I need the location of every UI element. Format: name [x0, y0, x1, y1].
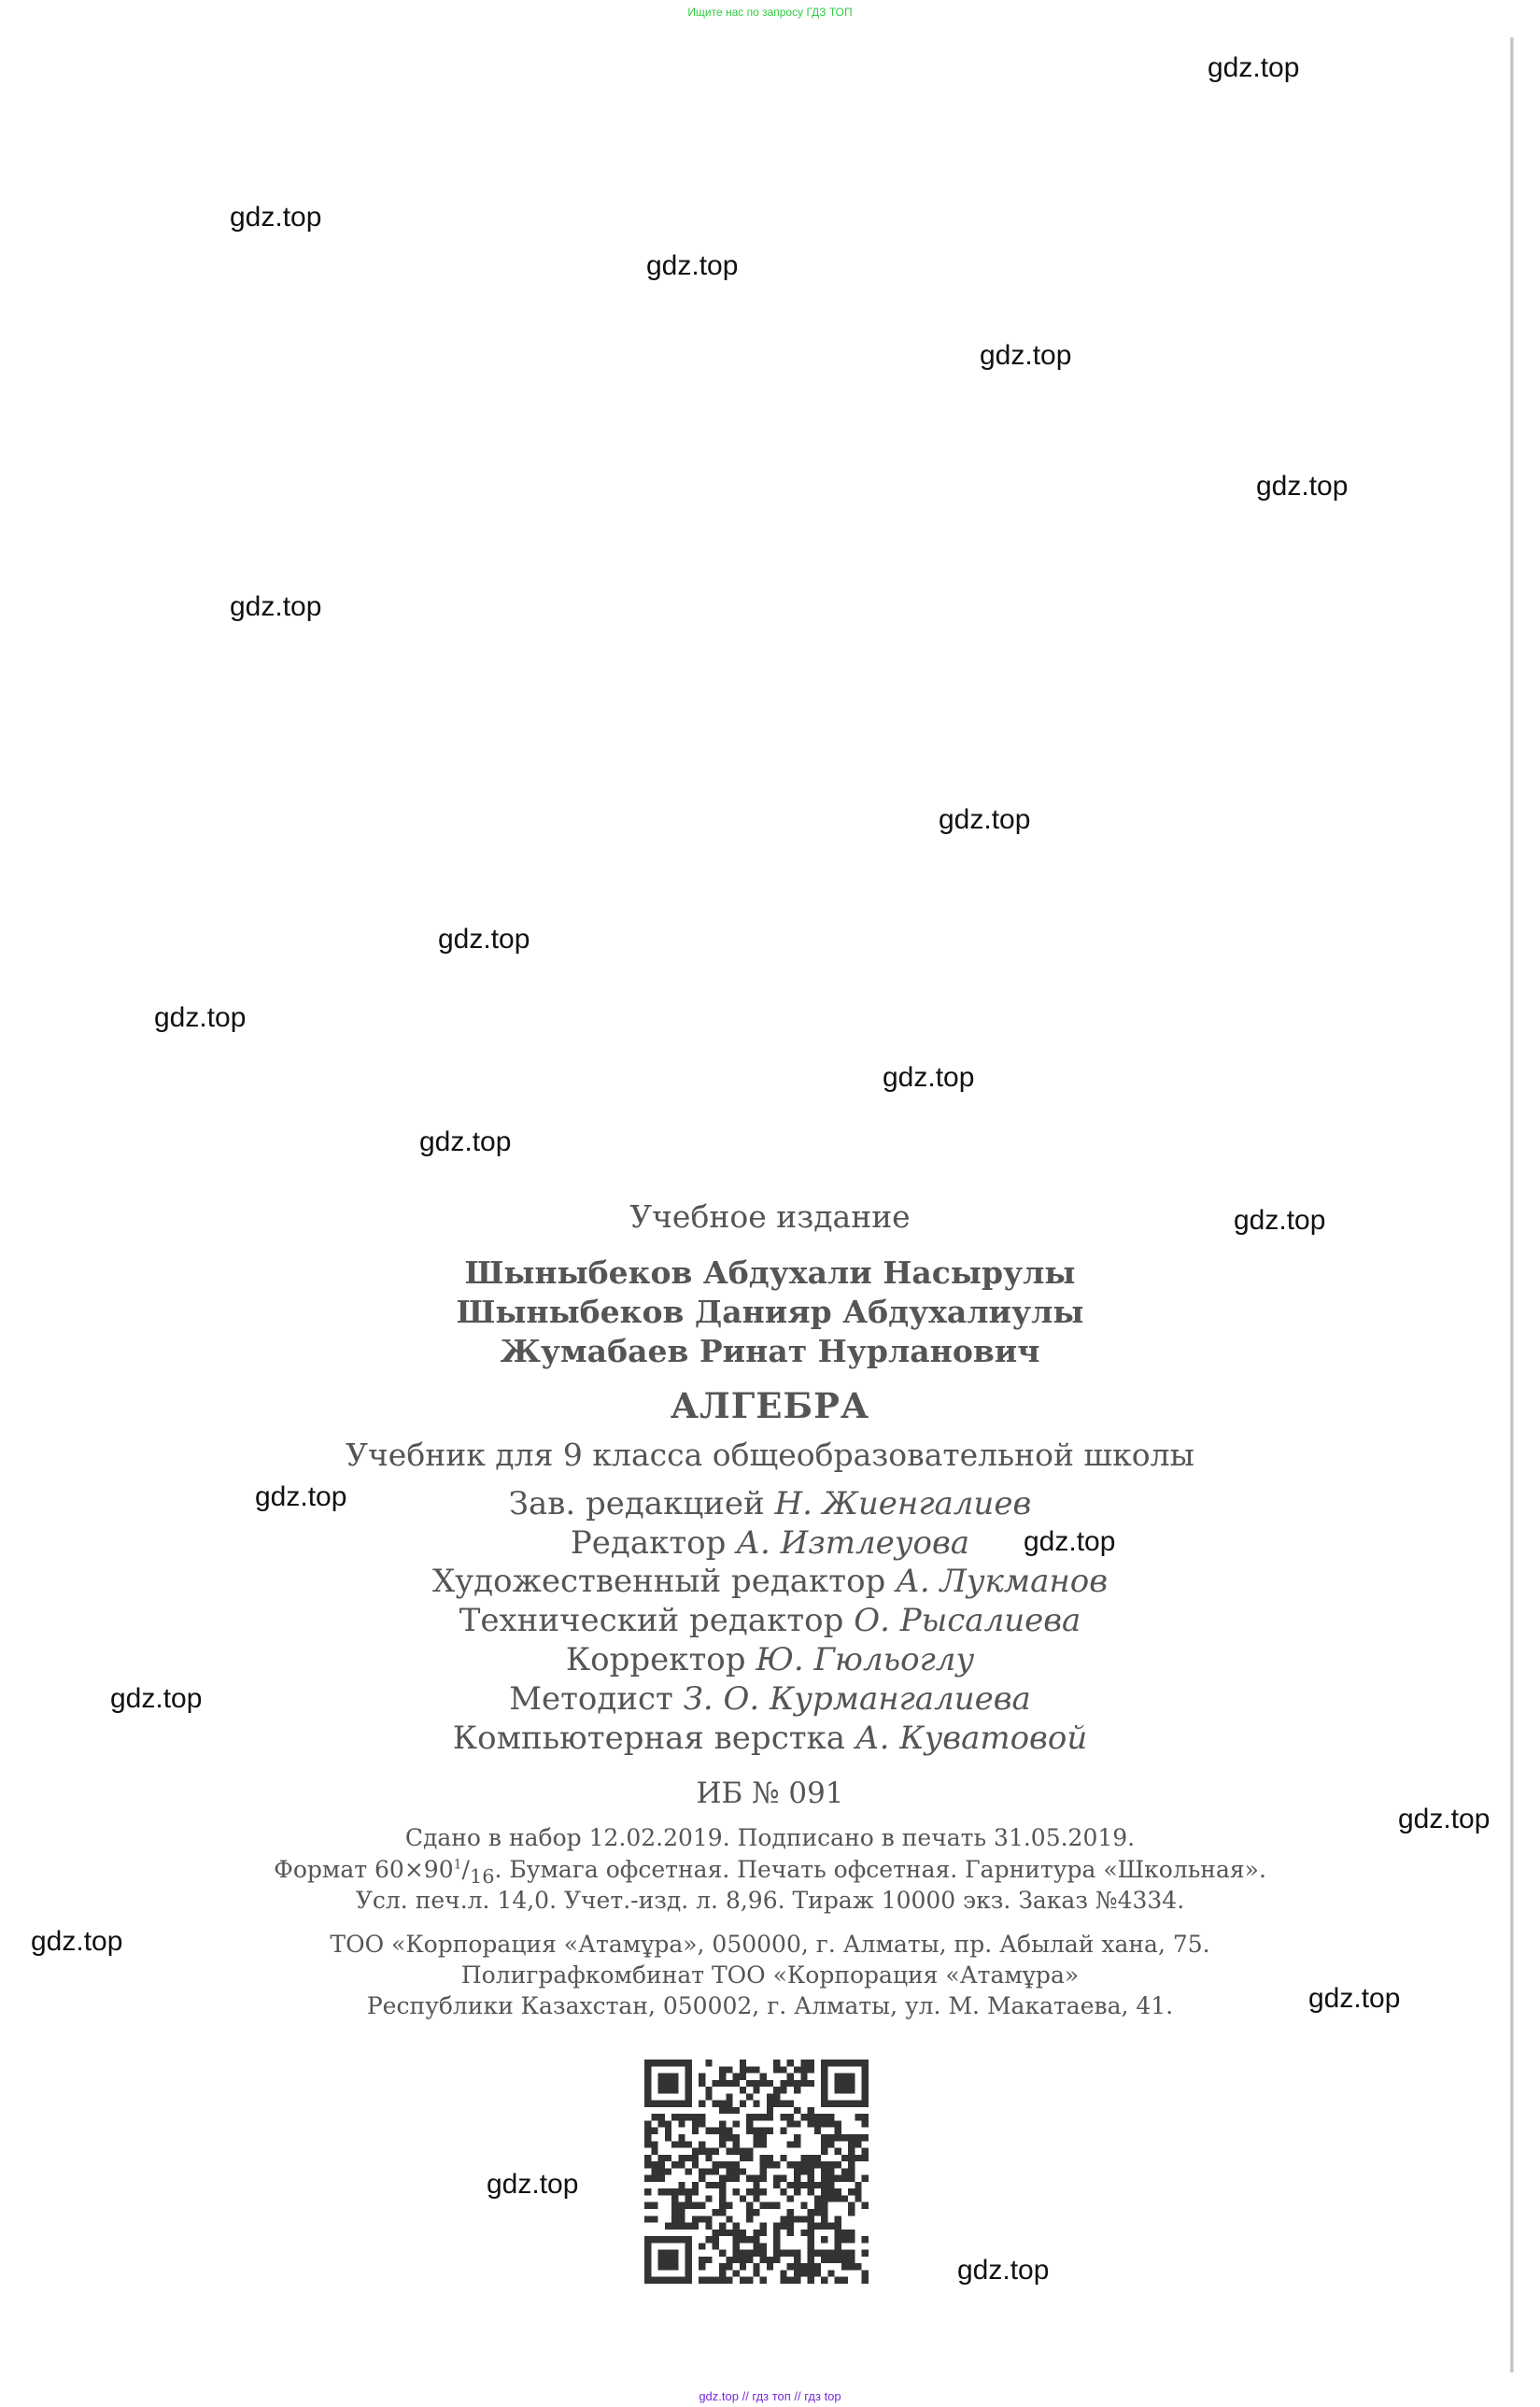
- book-title: АЛГЕБРА: [670, 1385, 870, 1426]
- format-slash: /: [461, 1856, 470, 1883]
- header-note: Ищите нас по запросу ГДЗ ТОП: [687, 6, 853, 19]
- print-volume: Усл. печ.л. 14,0. Учет.-изд. л. 8,96. Тираж 10000 экз. Заказ №4334.: [355, 1887, 1185, 1914]
- staff-line: [0, 1563, 1540, 1600]
- watermark: gdz.top: [1308, 1983, 1401, 2014]
- author-name: Жумабаев Ринат Нурланович: [500, 1333, 1040, 1369]
- watermark: gdz.top: [255, 1481, 347, 1512]
- staff-name: Н. Жиенгалиев: [774, 1485, 1032, 1522]
- watermark: gdz.top: [31, 1926, 123, 1957]
- staff-role: Методист: [509, 1680, 673, 1718]
- watermark: gdz.top: [230, 591, 322, 622]
- watermark: gdz.top: [1024, 1526, 1116, 1557]
- format-sup: 1: [453, 1857, 462, 1873]
- staff-name: З. О. Курмангалиева: [683, 1680, 1031, 1718]
- publisher-line: Полиграфкомбинат ТОО «Корпорация «Атамұра»: [460, 1961, 1080, 1989]
- footer-note: gdz.top // гдз топ // гдз top: [699, 2389, 841, 2403]
- staff-role: Художественный редактор: [431, 1563, 886, 1600]
- staff-line: [0, 1602, 1540, 1639]
- watermark: gdz.top: [1398, 1804, 1491, 1834]
- staff-role: Технический редактор: [459, 1602, 844, 1639]
- staff-role: Редактор: [570, 1524, 727, 1562]
- staff-name: А. Куватовой: [855, 1720, 1088, 1757]
- watermark: gdz.top: [487, 2169, 579, 2200]
- staff-line: [0, 1524, 1540, 1562]
- watermark: gdz.top: [1208, 52, 1300, 83]
- staff-line: [0, 1720, 1540, 1757]
- staff-role: Зав. редакцией: [508, 1485, 765, 1522]
- qr-code-icon: [644, 2060, 869, 2284]
- watermark: gdz.top: [957, 2255, 1050, 2286]
- format-prefix: Формат 60×90: [274, 1856, 454, 1883]
- author-name: Шыныбеков Данияр Абдухалиулы: [456, 1294, 1084, 1330]
- format-rest: . Бумага офсетная. Печать офсетная. Гарнитура «Школьная».: [494, 1856, 1266, 1883]
- staff-line: [0, 1641, 1540, 1678]
- author-name: Шыныбеков Абдухали Насырулы: [464, 1254, 1076, 1291]
- staff-name: О. Рысалиева: [854, 1602, 1081, 1639]
- format-sub: 16: [469, 1865, 495, 1888]
- watermark: gdz.top: [1234, 1205, 1326, 1236]
- publisher-line: ТОО «Корпорация «Атамұра», 050000, г. Алматы, пр. Абылай хана, 75.: [330, 1931, 1210, 1958]
- staff-line: [0, 1485, 1540, 1522]
- print-format: [0, 1856, 1540, 1888]
- watermark: gdz.top: [1256, 471, 1349, 502]
- staff-name: А. Изтлеуова: [736, 1524, 970, 1562]
- edition-type: Учебное издание: [629, 1198, 911, 1235]
- ib-number: ИБ № 091: [696, 1777, 844, 1810]
- staff-name: Ю. Гюльоглу: [756, 1641, 975, 1678]
- print-dates: Сдано в набор 12.02.2019. Подписано в печать 31.05.2019.: [404, 1824, 1136, 1851]
- book-subtitle: Учебник для 9 класса общеобразовательной школы: [346, 1437, 1194, 1473]
- watermark: gdz.top: [110, 1683, 203, 1714]
- staff-role: Компьютерная верстка: [452, 1720, 846, 1757]
- staff-role: Корректор: [565, 1641, 746, 1678]
- watermark: gdz.top: [154, 1002, 247, 1033]
- staff-name: А. Лукманов: [896, 1563, 1109, 1600]
- watermark: gdz.top: [939, 804, 1031, 835]
- watermark: gdz.top: [438, 924, 530, 955]
- staff-line: [0, 1680, 1540, 1718]
- watermark: gdz.top: [980, 340, 1072, 371]
- publisher-line: Республики Казахстан, 050002, г. Алматы, ул. М. Макатаева, 41.: [366, 1992, 1174, 2019]
- watermark: gdz.top: [419, 1126, 512, 1157]
- watermark: gdz.top: [646, 250, 739, 281]
- watermark: gdz.top: [230, 202, 322, 233]
- watermark: gdz.top: [883, 1062, 975, 1093]
